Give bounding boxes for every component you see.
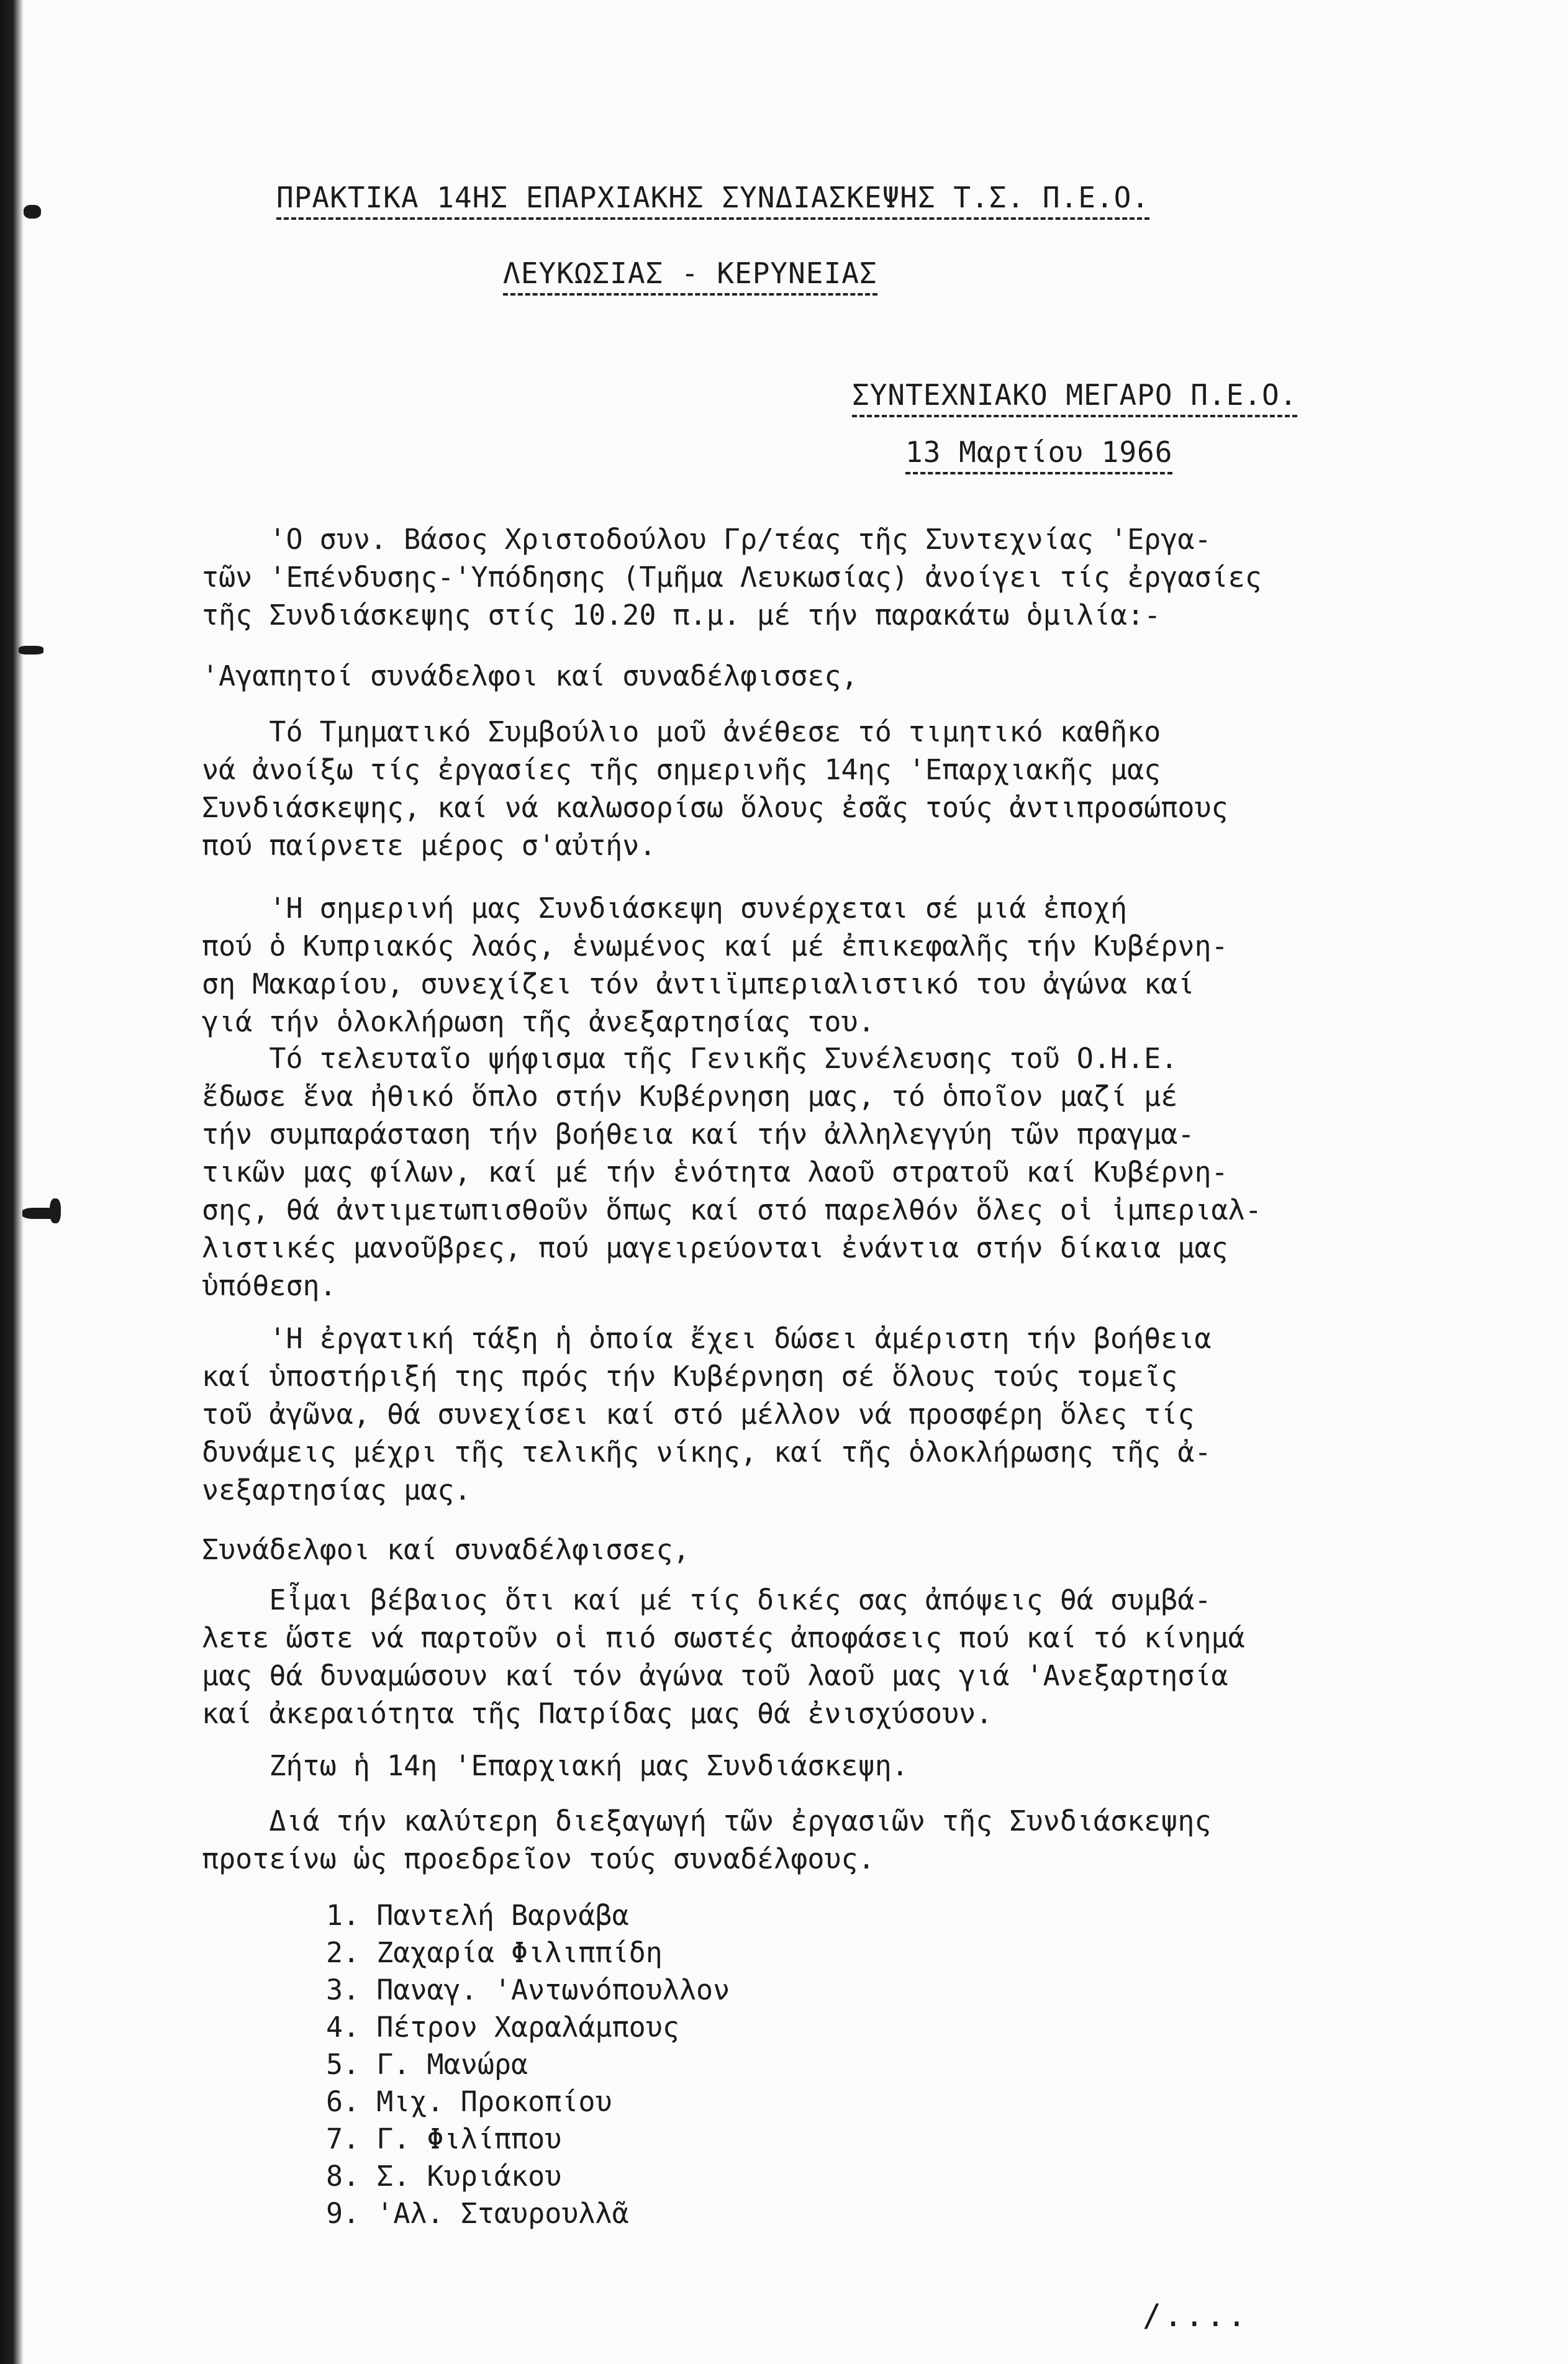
list-item: 8. Σ. Κυριάκου bbox=[326, 2160, 562, 2193]
scan-speck bbox=[50, 1198, 61, 1223]
paragraph-presidium-proposal: Διά τήν καλύτερη διεξαγωγή τῶν ἐργασιῶν τῆς Συνδιάσκεψης προτείνω ὡς προεδρεῖον τούς συναδέλφους. bbox=[202, 1805, 1212, 1875]
list-item: 2. Ζαχαρία Φιλιππίδη bbox=[326, 1936, 663, 1969]
date-line: 13 Μαρτίου 1966 bbox=[905, 435, 1172, 474]
paragraph-decisions: Εἶμαι βέβαιος ὅτι καί μέ τίς δικές σας ἀπόψεις θά συμβά- λετε ὥστε νά παρτοῦν οἱ πιό σωστές ἀποφάσεις πού καί τό κίνημά μας θά δυναμώσουν καί τόν ἀγώνα τοῦ λαοῦ μας γιά 'Ανεξαρτησία καί ἀκεραιότητα τῆς Πατρίδας μας θά ἐνισχύσουν. bbox=[202, 1583, 1245, 1730]
list-item: 9. 'Αλ. Σταυρουλλᾶ bbox=[326, 2197, 629, 2230]
document-subtitle: ΛΕΥΚΩΣΙΑΣ - ΚΕΡΥΝΕΙΑΣ bbox=[503, 256, 877, 296]
scan-speck bbox=[24, 205, 41, 219]
list-item: 7. Γ. Φιλίππου bbox=[326, 2122, 562, 2155]
document-title: ΠΡΑΚΤΙΚΑ 14ΗΣ ΕΠΑΡΧΙΑΚΗΣ ΣΥΝΔΙΑΣΚΕΨΗΣ Τ.Σ. Π.Ε.Ο. bbox=[276, 180, 1149, 220]
list-item: 5. Γ. Μανώρα bbox=[326, 2048, 528, 2081]
scan-speck bbox=[19, 646, 43, 654]
scan-edge bbox=[0, 0, 24, 2364]
opening-paragraph: 'Ο συν. Βάσος Χριστοδούλου Γρ/τέας τῆς Συντεχνίας 'Εργα- τῶν 'Επένδυσης-'Υπόδησης (Τμῆμα Λευκωσίας) ἀνοίγει τίς ἐργασίες τῆς Συνδιάσκεψης στίς 10.20 π.μ. μέ τήν παρακάτω ὁμιλία:- bbox=[202, 523, 1262, 632]
list-item: 1. Παντελή Βαρνάβα bbox=[326, 1899, 629, 1932]
salutation: 'Αγαπητοί συνάδελφοι καί συναδέλφισσες, bbox=[202, 659, 858, 692]
presidium-list bbox=[326, 1897, 730, 2232]
paragraph-conference: 'Η σημερινή μας Συνδιάσκεψη συνέρχεται σέ μιά ἐποχή πού ὁ Κυπριακός λαός, ἑνωμένος καί μέ ἐπικεφαλῆς τήν Κυβέρνη- ση Μακαρίου, συνεχίζει τόν ἀντιϊμπεριαλιστικό του ἀγώνα καί γιά τήν ὁλοκλήρωση τῆς ἀνεξαρτησίας του. bbox=[202, 892, 1228, 1038]
paragraph-resolution: Τό τελευταῖο ψήφισμα τῆς Γενικῆς Συνέλευσης τοῦ Ο.Η.Ε. ἔδωσε ἕνα ἠθικό ὅπλο στήν Κυβέρνηση μας, τό ὁποῖον μαζί μέ τήν συμπαράσταση τήν βοήθεια καί τήν ἀλληλεγγύη τῶν πραγμα- τικῶν μας φίλων, καί μέ τήν ἑνότητα λαοῦ στρατοῦ καί Κυβέρνη- σης, θά ἀντιμετωπισθοῦν ὅπως καί στό παρελθόν ὅλες οἱ ἰμπεριαλ- λιστικές μανοῦβρες, πού μαγειρεύονται ἐνάντια στήν δίκαια μας ὑπόθεση. bbox=[202, 1042, 1262, 1302]
paragraph-working-class: 'Η ἐργατική τάξη ἡ ὁποία ἔχει δώσει ἀμέριστη τήν βοήθεια καί ὑποστήριξή της πρός τήν Κυβέρνηση σέ ὅλους τούς τομεῖς τοῦ ἀγῶνα, θά συνεχίσει καί στό μέλλον νά προσφέρη ὅλες τίς δυνάμεις μέχρι τῆς τελικῆς νίκης, καί τῆς ὁλοκλήρωσης τῆς ἀ- νεξαρτησίας μας. bbox=[202, 1322, 1212, 1506]
continued-marker: /.... bbox=[1143, 2298, 1249, 2334]
list-item: 3. Παναγ. 'Αντωνόπουλλον bbox=[326, 1973, 730, 2006]
salutation-second: Συνάδελφοι καί συναδέλφισσες, bbox=[202, 1533, 690, 1566]
paragraph-cheer: Ζήτω ἡ 14η 'Επαρχιακή μας Συνδιάσκεψη. bbox=[202, 1749, 909, 1782]
venue-line: ΣΥΝΤΕΧΝΙΑΚΟ ΜΕΓΑΡΟ Π.Ε.Ο. bbox=[852, 378, 1297, 417]
list-item: 4. Πέτρον Χαραλάμπους bbox=[326, 2011, 679, 2044]
paragraph-council: Τό Τμηματικό Συμβούλιο μοῦ ἀνέθεσε τό τιμητικό καθῆκο νά ἀνοίξω τίς ἐργασίες τῆς σημερινῆς 14ης 'Επαρχιακῆς μας Συνδιάσκεψης, καί νά καλωσορίσω ὅλους ἐσᾶς τούς ἀντιπροσώπους πού παίρνετε μέρος σ'αὐτήν. bbox=[202, 715, 1228, 862]
list-item: 6. Μιχ. Προκοπίου bbox=[326, 2085, 612, 2118]
